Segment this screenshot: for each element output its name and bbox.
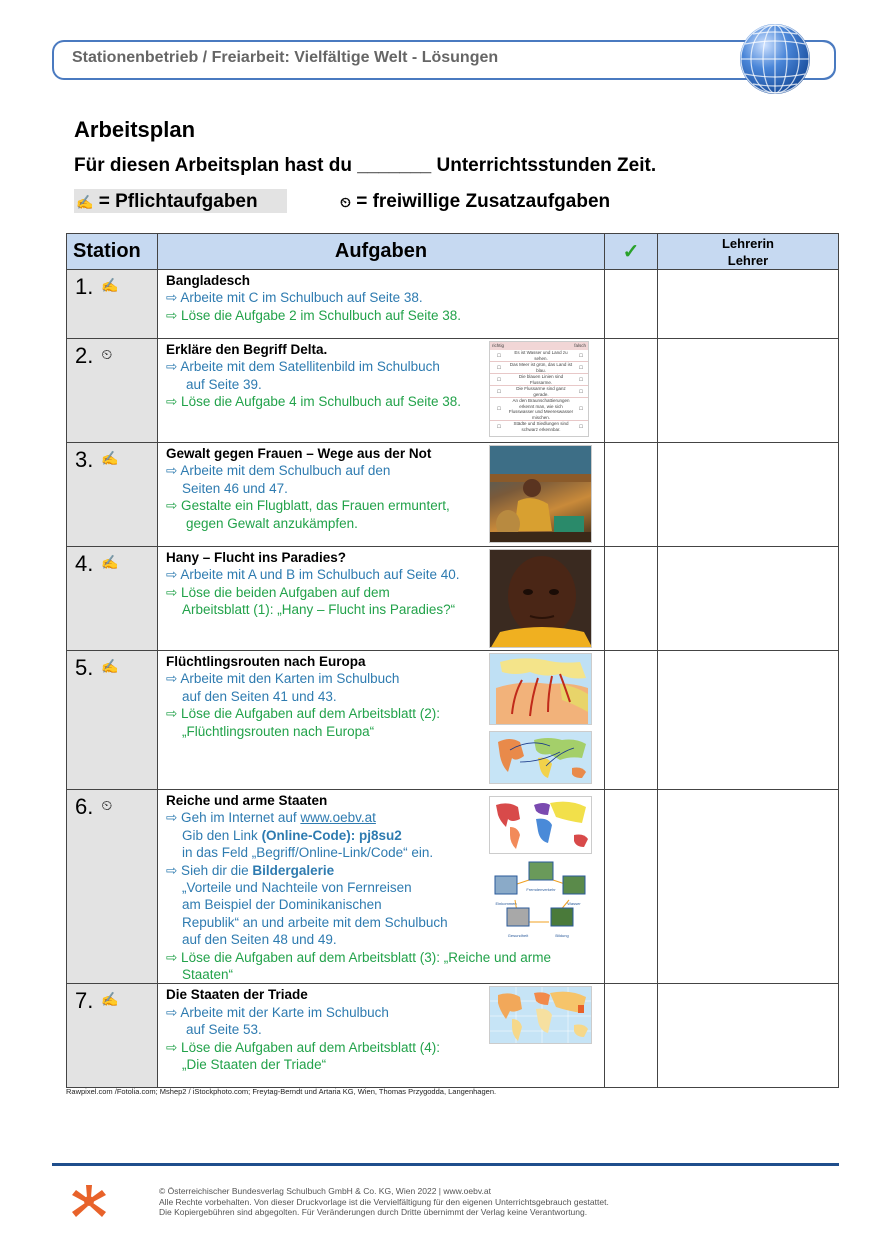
task-line: ⇨ Arbeite mit den Karten im Schulbuch — [166, 671, 400, 687]
gallery-node-label: Einkommen — [495, 901, 517, 906]
task-line: ⇨ Arbeite mit C im Schulbuch auf Seite 38. — [166, 290, 423, 306]
table-row — [67, 270, 839, 339]
task-cell — [158, 984, 605, 1088]
student-check-cell[interactable] — [605, 443, 658, 547]
legend-optional — [340, 189, 610, 215]
footer-line: Die Kopiergebühren sind abgegolten. Für Veränderungen durch Dritte übernimmt der Verlag keine Verantwortung. — [159, 1207, 588, 1217]
station-number: 1. — [75, 274, 94, 299]
task-cell — [158, 547, 605, 651]
task-line: Arbeitsblatt (1): „Hany – Flucht ins Paradies?“ — [182, 602, 456, 618]
writing-hand-icon: ✍ — [76, 194, 94, 210]
task-line: ⇨ Arbeite mit dem Satellitenbild im Schulbuch — [166, 359, 440, 375]
gallery-prefix: ⇨ Sieh dir die — [166, 862, 253, 878]
table-row — [67, 547, 839, 651]
table-row — [67, 339, 839, 443]
world-migration-map — [489, 731, 592, 784]
task-line: „Vorteile und Nachteile von Fernreisen — [182, 880, 412, 896]
station-number: 5. — [75, 655, 94, 680]
task-cell — [158, 270, 605, 339]
writing-hand-icon: ✍ — [101, 277, 119, 293]
task-line: auf den Seiten 48 und 49. — [182, 932, 337, 948]
globe-icon — [740, 24, 810, 94]
page-title: Arbeitsplan — [74, 117, 196, 142]
task-title: Erkläre den Begriff Delta. — [166, 342, 328, 357]
worksheet-item: Das Meer ist grün, das Land ist blau. — [509, 362, 573, 373]
worksheet-item: An den Braunschattierungen erkennt man, wie sich Flusswasser und Meereswasser mischen. — [508, 398, 574, 420]
task-line: Republik“ an und arbeite mit dem Schulbuch — [182, 914, 448, 930]
gallery-label: Bildergalerie — [252, 862, 335, 878]
task-line: auf Seite 53. — [186, 1022, 262, 1038]
footer-divider — [52, 1163, 839, 1166]
station-cell — [67, 790, 158, 984]
task-line: auf Seite 39. — [186, 376, 262, 392]
task-line: ⇨ Arbeite mit der Karte im Schulbuch — [166, 1004, 389, 1020]
boy-portrait-photo — [489, 549, 592, 648]
task-title: Hany – Flucht ins Paradies? — [166, 550, 347, 565]
market-woman-photo — [489, 445, 592, 543]
table-row — [67, 443, 839, 547]
time-instruction: Für diesen Arbeitsplan hast du _______ Unterrichtsstunden Zeit. — [74, 155, 657, 176]
task-line: ⇨ Löse die Aufgabe 4 im Schulbuch auf Seite 38. — [166, 394, 462, 410]
task-title: Die Staaten der Triade — [166, 987, 308, 1003]
legend-mandatory-label: = Pflichtaufgaben — [93, 191, 258, 212]
task-line: auf den Seiten 41 und 43. — [182, 688, 337, 704]
work-plan-table — [66, 233, 839, 1088]
header-frame-right — [818, 40, 836, 80]
writing-hand-icon: ✍ — [101, 450, 119, 466]
legend-mandatory — [74, 189, 287, 213]
station-cell — [67, 651, 158, 790]
teacher-check-cell[interactable] — [658, 270, 839, 339]
worksheet-col-right: richtig — [492, 343, 505, 349]
publisher-logo — [70, 1183, 108, 1221]
task-line: „Die Staaten der Triade“ — [182, 1057, 327, 1073]
header-teacher-line1: Lehrerin — [721, 235, 774, 251]
link-prefix: ⇨ Geh im Internet auf — [166, 810, 301, 826]
header-teacher-line2: Lehrer — [727, 252, 769, 268]
student-check-cell[interactable] — [605, 339, 658, 443]
task-line: „Flüchtlingsrouten nach Europa“ — [182, 723, 375, 739]
station-number: 4. — [75, 551, 94, 576]
student-check-cell[interactable] — [605, 790, 658, 984]
task-line: Staaten“ — [182, 967, 234, 983]
teacher-check-cell[interactable] — [658, 651, 839, 790]
task-line: ⇨ Löse die Aufgaben auf dem Arbeitsblatt (2): — [166, 706, 440, 722]
student-check-cell[interactable] — [605, 651, 658, 790]
task-line: gegen Gewalt anzukämpfen. — [186, 515, 358, 531]
gallery-node-label: Bildung — [555, 933, 569, 938]
footer-line: Alle Rechte vorbehalten. Von dieser Druckvorlage ist die Vervielfältigung für den eigenen Unterrichtsgebrauch gestattet. — [159, 1196, 609, 1207]
table-row — [67, 651, 839, 790]
oebv-link[interactable]: www.oebv.at — [300, 810, 376, 826]
gallery-node-label: Wasser — [567, 901, 581, 906]
footer-copyright — [159, 1186, 609, 1218]
task-line: ⇨ Arbeite mit A und B im Schulbuch auf Seite 40. — [166, 567, 460, 583]
refugee-routes-map — [489, 653, 592, 725]
timer-icon: ⏲ — [101, 346, 113, 362]
footer-line: © Österreichischer Bundesverlag Schulbuch GmbH & Co. KG, Wien 2022 | www.oebv.at — [159, 1186, 491, 1196]
station-cell — [67, 270, 158, 339]
student-check-cell[interactable] — [605, 547, 658, 651]
worksheet-item: Die blauen Linien sind Flussarme. — [518, 374, 564, 385]
station-number: 2. — [75, 343, 94, 368]
station-number: 6. — [75, 794, 94, 819]
task-cell — [158, 339, 605, 443]
task-title: Flüchtlingsrouten nach Europa — [166, 654, 366, 669]
image-credits: Rawpixel.com /Fotolia.com; Mshep2 / iStockphoto.com; Freytag-Berndt und Artaria KG, Wien, Thomas Przygodda, Langenhagen. — [66, 1087, 497, 1096]
task-title: Gewalt gegen Frauen – Wege aus der Not — [166, 446, 432, 461]
header-check — [605, 234, 658, 270]
table-row — [67, 984, 839, 1088]
station-cell — [67, 547, 158, 651]
task-line: in das Feld „Begriff/Online-Link/Code“ ein. — [182, 845, 434, 861]
task-line: ⇨ Löse die Aufgaben auf dem Arbeitsblatt (3): „Reiche und arme — [166, 949, 552, 965]
task-cell — [158, 651, 605, 790]
table-header-row — [67, 234, 839, 270]
online-code: (Online-Code): pj8su2 — [261, 827, 402, 843]
student-check-cell[interactable] — [605, 984, 658, 1088]
code-prefix: Gib den Link — [182, 827, 262, 843]
task-line: ⇨ Löse die Aufgaben auf dem Arbeitsblatt (4): — [166, 1039, 440, 1055]
timer-icon: ⏲ — [101, 797, 113, 813]
worksheet-item: Die Flussarme sind ganz gerade. — [516, 386, 566, 397]
gallery-node-label: Fremdenverkehr — [526, 887, 556, 892]
legend-optional-label: = freiwillige Zusatzaufgaben — [350, 191, 611, 212]
task-line: ⇨ Löse die Aufgabe 2 im Schulbuch auf Seite 38. — [166, 307, 462, 323]
station-cell — [67, 443, 158, 547]
teacher-check-cell[interactable] — [658, 547, 839, 651]
worksheet-thumbnail: richtig falsch ☐ Es ist Wasser und Land zu sehen. ☐ ☐ Das Meer ist grün, das Land ist blau. ☐ ☐ Die blauen Linien sind Flussarme. ☐ ☐ Die Flussarme sind ganz gerade. ☐ ☐ An den Braunschattierungen erkennt man, wie sich Flusswasser und Meereswasser mischen. ☐ ☐ Städte und Siedlungen sind schwarz erkennbar. ☐ — [489, 341, 589, 437]
teacher-check-cell[interactable] — [658, 443, 839, 547]
header-tasks: Aufgaben — [158, 234, 605, 270]
world-wealth-map — [489, 796, 592, 854]
timer-icon: ⏲ — [340, 194, 351, 210]
station-cell — [67, 984, 158, 1088]
worksheet-item: Es ist Wasser und Land zu sehen. — [514, 350, 568, 361]
station-cell — [67, 339, 158, 443]
task-cell — [158, 443, 605, 547]
station-number: 3. — [75, 447, 94, 472]
teacher-check-cell[interactable] — [658, 790, 839, 984]
task-cell — [158, 790, 605, 984]
station-number: 7. — [75, 988, 94, 1014]
header-teacher — [658, 234, 839, 270]
task-title: Bangladesch — [166, 273, 251, 288]
checkmark-icon: ✓ — [622, 241, 640, 263]
student-check-cell[interactable] — [605, 270, 658, 339]
task-line: am Beispiel der Dominikanischen — [182, 897, 382, 913]
worksheet-item: Städte und Siedlungen sind schwarz erkennbar. — [513, 421, 569, 432]
gallery-node-label: Gesundheit — [507, 933, 529, 938]
task-line: ⇨ Gestalte ein Flugblatt, das Frauen ermuntert, — [166, 498, 450, 514]
writing-hand-icon: ✍ — [101, 991, 119, 1008]
header-station: Station — [67, 234, 158, 270]
table-row — [67, 790, 839, 984]
teacher-check-cell[interactable] — [658, 339, 839, 443]
teacher-check-cell[interactable] — [658, 984, 839, 1088]
gallery-diagram — [489, 860, 592, 940]
task-line: Seiten 46 und 47. — [182, 480, 288, 496]
page-header-title: Stationenbetrieb / Freiarbeit: Vielfältige Welt - Lösungen — [72, 49, 499, 66]
task-line: ⇨ Arbeite mit dem Schulbuch auf den — [166, 463, 391, 479]
worksheet-col-wrong: falsch — [574, 343, 586, 349]
writing-hand-icon: ✍ — [101, 554, 119, 570]
task-line: ⇨ Löse die beiden Aufgaben auf dem — [166, 584, 390, 600]
writing-hand-icon: ✍ — [101, 658, 119, 674]
triad-world-map — [489, 986, 592, 1044]
task-title: Reiche und arme Staaten — [166, 793, 328, 808]
